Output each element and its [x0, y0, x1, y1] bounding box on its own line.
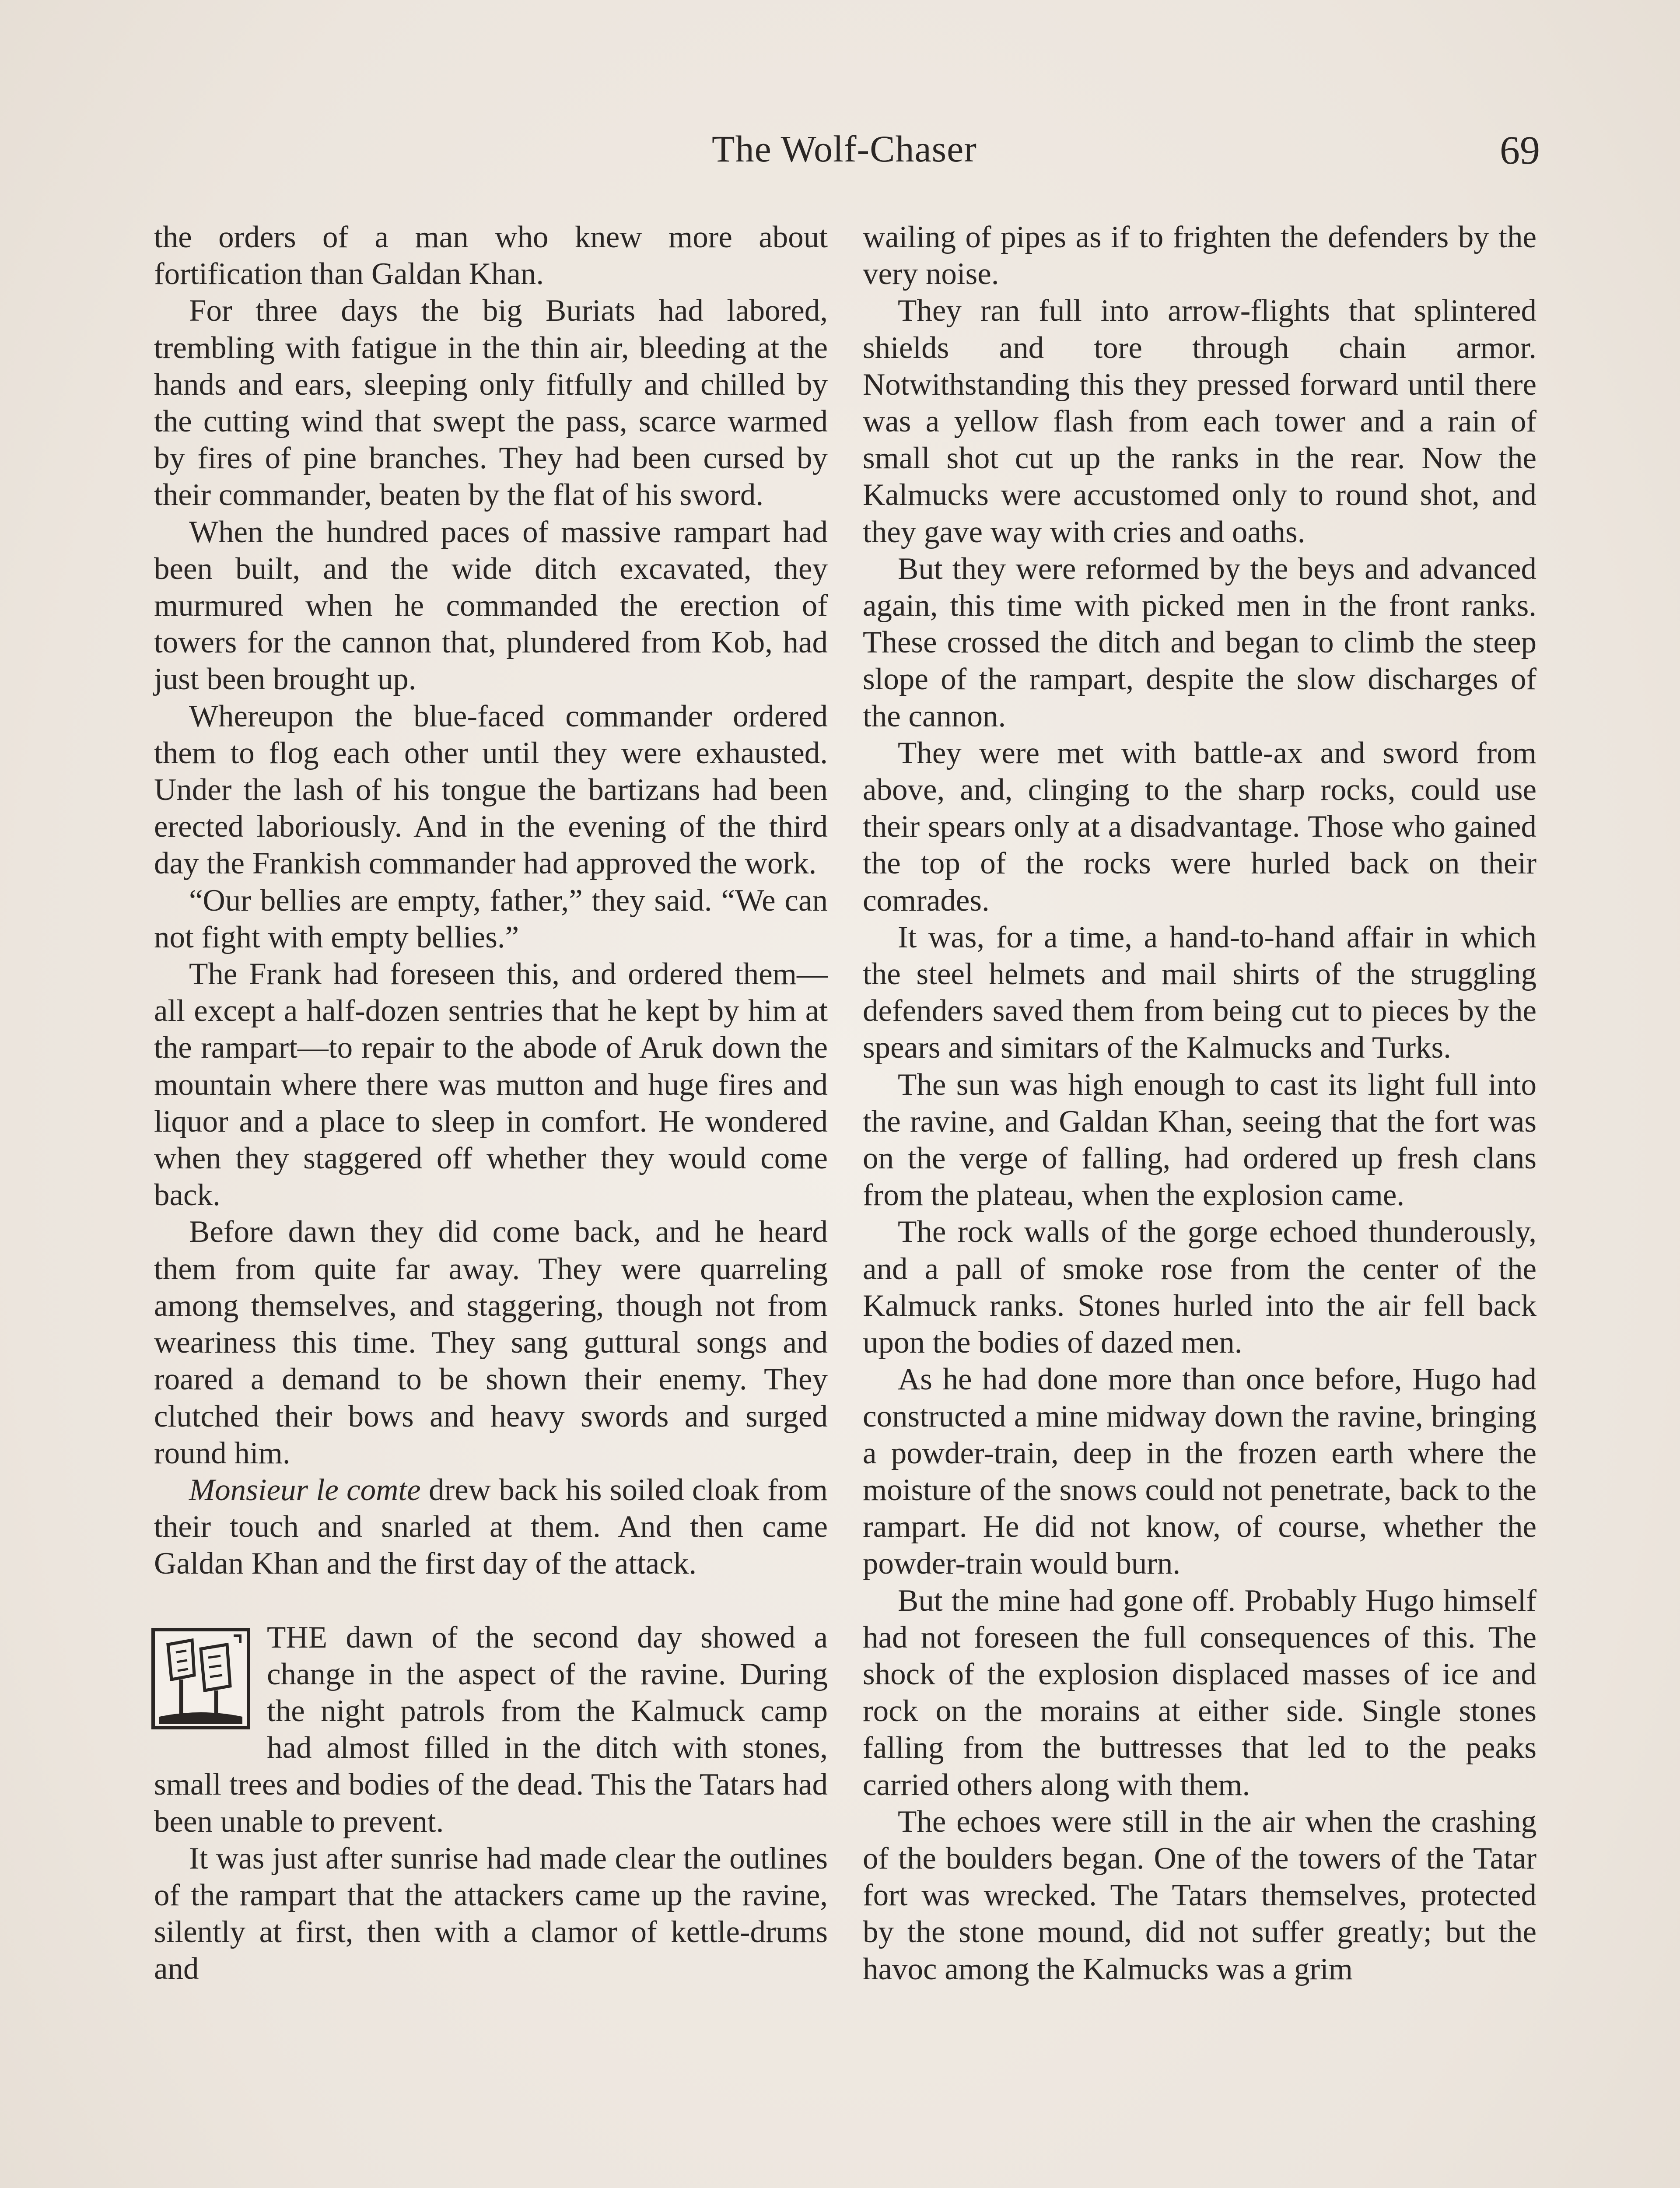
paragraph: It was, for a time, a hand-to-hand affair in which the steel helmets and mail shirts of the struggling defenders saved them from being cut to pieces by the spears and simitars of the Kalmucks and Turks. [863, 920, 1536, 1065]
paragraph: They ran full into arrow-flights that splintered shields and tore through chain armor. Notwithstanding this they pressed forward until there was a yellow flash from each tower and a rain of small shot cut up the ranks in the rear. Now the Kalmucks were accustomed only to round shot, and they gave way with cries and oaths. [863, 294, 1536, 549]
paragraph: It was just after sunrise had made clear the outlines of the rampart that the attackers came up the ravine, silently at first, then with a clamor of kettle-drums and [154, 1841, 828, 1986]
paragraph: The Frank had foreseen this, and ordered them—all except a half-dozen sentries that he kept by him at the rampart—to repair to the abode of Aruk down the mountain where there was mutton and huge fires and liquor and a place to sleep in comfort. He wondered when they staggered off whether they would come back. [154, 957, 828, 1213]
paragraph: As he had done more than once before, Hugo had constructed a mine midway down the ravine, bringing a powder-train, deep in the frozen earth where the moisture of the snows could not penetrate, back to the rampart. He did not know, of course, whether the powder-train would burn. [863, 1362, 1536, 1581]
paragraph: But they were reformed by the beys and advanced again, this time with picked men in the front ranks. These crossed the ditch and began to climb the steep slope of the rampart, despite the slow discharges of the cannon. [863, 551, 1536, 733]
paragraph: They were met with battle-ax and sword from above, and, clinging to the sharp rocks, could use their spears only at a disadvantage. Those who gained the top of the rocks were hurled back on their comrades. [863, 736, 1536, 918]
paragraph: The sun was high enough to cast its light full into the ravine, and Galdan Khan, seeing that the fort was on the verge of falling, had ordered up fresh clans from the plateau, when the explosion came. [863, 1067, 1536, 1213]
paragraph: Before dawn they did come back, and he heard them from quite far away. They were quarreling among themselves, and staggering, though not from weariness this time. They sang guttural songs and roared a demand to be shown their enemy. They clutched their bows and heavy swords and surged round him. [154, 1215, 828, 1470]
running-title: The Wolf-Chaser [712, 128, 977, 170]
page-number: 69 [1500, 128, 1540, 172]
paragraph [154, 1472, 828, 1582]
paragraph: wailing of pipes as if to frighten the defenders by the very noise. [863, 220, 1536, 291]
paragraph: Whereupon the blue-faced commander ordered them to flog each other until they were exhausted. Under the lash of his tongue the bartizans had been erected laboriously. And in the evening of the third day the Frankish commander had approved the work. [154, 699, 828, 881]
paragraph: The echoes were still in the air when the crashing of the boulders began. One of the towers of the Tatar fort was wrecked. The Tatars themselves, protected by the stone mound, did not suffer greatly; but the havoc among the Kalmucks was a grim [863, 1804, 1536, 1986]
paragraph: the orders of a man who knew more about fortification than Galdan Khan. [154, 220, 828, 291]
italic-phrase: Monsieur le comte [189, 1473, 421, 1507]
paragraph-text: drew back his soiled cloak from their touch and snarled at them. And then came Galdan Khan and the first day of the attack. [154, 1473, 828, 1581]
right-column [863, 219, 1536, 1988]
paragraph: For three days the big Buriats had labored, trembling with fatigue in the thin air, bleeding at the hands and ears, sleeping only fitfully and chilled by the cutting wind that swept the pass, scarce warmed by fires of pine branches. They had been cursed by their commander, beaten by the flat of his sword. [154, 294, 828, 512]
paragraph-text: THE dawn of the second day showed a change in the aspect of the ravine. During the night patrols from the Kalmuck camp had almost filled in the ditch with stones, small trees and bodies of the dead. This the Tatars had been unable to prevent. [154, 1620, 828, 1839]
section-paragraph [154, 1619, 828, 1840]
paragraph: The rock walls of the gorge echoed thunderously, and a pall of smoke rose from the center of the Kalmuck ranks. Stones hurled into the air fell back upon the bodies of dazed men. [863, 1215, 1536, 1360]
paragraph: When the hundred paces of massive rampart had been built, and the wide ditch excavated, they murmured when he commanded the erection of towers for the cannon that, plundered from Kob, had just been brought up. [154, 515, 828, 697]
page-header [149, 127, 1540, 184]
paragraph: “Our bellies are empty, father,” they said. “We can not fight with empty bellies.” [154, 883, 828, 954]
left-column [154, 219, 828, 1988]
drop-cap-ornament-icon [150, 1627, 251, 1730]
paragraph: But the mine had gone off. Probably Hugo himself had not foreseen the full consequences of this. The shock of the explosion displaced masses of ice and rock on the morains at either side. Single stones falling from the buttresses that led to the peaks carried others along with them. [863, 1583, 1536, 1802]
